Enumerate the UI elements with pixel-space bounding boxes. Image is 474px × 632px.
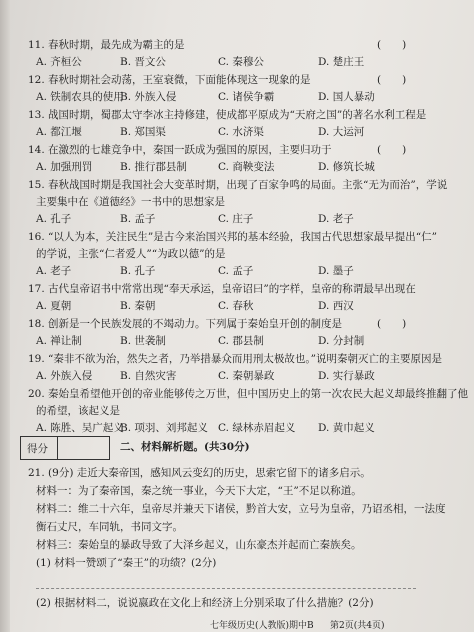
question-stem-cont: 的学说，主张“仁者爱人”“为政以德”的是 xyxy=(36,248,226,260)
question-stem: 13. 战国时期，蜀郡太守李冰主持修建，使成都平原成为“天府之国”的著名水利工程是 xyxy=(28,109,427,121)
answer-option[interactable]: B. 孔子 xyxy=(120,265,156,277)
score-box xyxy=(20,436,110,460)
answer-option[interactable]: C. 诸侯争霸 xyxy=(218,91,275,103)
question-stem: 18. 创新是一个民族发展的不竭动力。下列属于秦始皇开创的制度是 xyxy=(28,318,343,330)
answer-option[interactable]: B. 晋文公 xyxy=(120,56,166,68)
answer-option[interactable]: B. 项羽、刘邦起义 xyxy=(120,422,208,434)
answer-option[interactable]: A. 加强刑罚 xyxy=(36,161,93,173)
answer-option[interactable]: A. 外族入侵 xyxy=(36,370,93,382)
question-stem: 11. 春秋时期，最先成为霸主的是 xyxy=(28,39,185,51)
section2-title: 二、材料解析题。(共30分) xyxy=(120,441,250,453)
question-stem: 17. 古代皇帝诏书中常常出现“奉天承运，皇帝诏曰”的字样，皇帝的称谓最早出现在 xyxy=(28,283,416,295)
answer-option[interactable]: D. 国人暴动 xyxy=(318,91,375,103)
answer-option[interactable]: D. 西汉 xyxy=(318,300,354,312)
binding-edge xyxy=(0,0,10,632)
q21-material1: 材料一：为了秦帝国，秦之统一事业，今天下大定，“王”不足以称道。 xyxy=(36,485,362,497)
answer-option[interactable]: A. 孔子 xyxy=(36,213,72,225)
answer-line[interactable] xyxy=(36,588,416,589)
answer-option[interactable]: B. 自然灾害 xyxy=(120,370,177,382)
q21-material3: 材料三：秦始皇的暴政导致了大泽乡起义，山东豪杰并起而亡秦族矣。 xyxy=(36,539,362,551)
question-stem: 20. 秦始皇希望他开创的帝业能够传之万世，但中国历史上的第一次农民大起义却最终推翻了他 xyxy=(28,388,469,400)
answer-option[interactable]: B. 外族入侵 xyxy=(120,91,177,103)
q21-intro: 21. (9分) 走近大秦帝国，感知风云变幻的历史，思索它留下的诸多启示。 xyxy=(28,467,371,479)
answer-option[interactable]: A. 齐桓公 xyxy=(36,56,82,68)
answer-option[interactable]: C. 秦穆公 xyxy=(218,56,264,68)
answer-option[interactable]: D. 修筑长城 xyxy=(318,161,375,173)
answer-option[interactable]: A. 都江堰 xyxy=(36,126,82,138)
answer-option[interactable]: B. 秦朝 xyxy=(120,300,156,312)
answer-option[interactable]: C. 郡县制 xyxy=(218,335,264,347)
answer-option[interactable]: C. 秦朝暴政 xyxy=(218,370,275,382)
answer-option[interactable]: B. 孟子 xyxy=(120,213,156,225)
answer-option[interactable]: C. 水济渠 xyxy=(218,126,264,138)
answer-bracket[interactable]: ( ) xyxy=(377,144,407,156)
answer-bracket[interactable]: ( ) xyxy=(377,39,407,51)
answer-option[interactable]: C. 绿林赤眉起义 xyxy=(218,422,296,434)
q21-sub2: (2) 根据材料二，说说嬴政在文化上和经济上分别采取了什么措施？(2分) xyxy=(36,597,374,609)
footer-page: 第2页(共4页) xyxy=(330,621,385,631)
question-stem: 15. 春秋战国时期是我国社会大变革时期，出现了百家争鸣的局面。主张“无为而治”，学说 xyxy=(28,179,448,191)
answer-option[interactable]: D. 墨子 xyxy=(318,265,354,277)
answer-option[interactable]: A. 禅让制 xyxy=(36,335,82,347)
answer-option[interactable]: D. 大运河 xyxy=(318,126,365,138)
q21-sub1: (1) 材料一赞颂了“秦王”的功绩？(2分) xyxy=(36,557,217,569)
question-stem: 14. 在激烈的七雄竞争中，秦国一跃成为强国的原因，主要归功于 xyxy=(28,144,332,156)
question-stem: 12. 春秋时期社会动荡，王室衰微，下面能体现这一现象的是 xyxy=(28,74,311,86)
answer-option[interactable]: D. 分封制 xyxy=(318,335,365,347)
answer-option[interactable]: A. 老子 xyxy=(36,265,72,277)
footer-course: 七年级历史(人教版)期中B xyxy=(210,621,314,631)
answer-option[interactable]: D. 实行暴政 xyxy=(318,370,375,382)
answer-option[interactable]: B. 推行郡县制 xyxy=(120,161,187,173)
answer-option[interactable]: A. 铁制农具的使用 xyxy=(36,91,124,103)
question-stem-cont: 的希望，该起义是 xyxy=(36,405,120,417)
answer-option[interactable]: C. 孟子 xyxy=(218,265,254,277)
answer-option[interactable]: C. 商鞅变法 xyxy=(218,161,275,173)
answer-option[interactable]: C. 春秋 xyxy=(218,300,254,312)
question-stem-cont: 主要集中在《道德经》一书中的思想家是 xyxy=(36,196,225,208)
answer-option[interactable]: A. 夏朝 xyxy=(36,300,72,312)
answer-bracket[interactable]: ( ) xyxy=(377,318,407,330)
q21-material2-cont: 衡石丈尺，车同轨，书同文字。 xyxy=(36,521,183,533)
score-box-divider xyxy=(57,437,58,459)
q21-material2: 材料二：维二十六年，皇帝尽并兼天下诸侯，黔首大安，立号为皇帝，乃诏丞相，一法度 xyxy=(36,503,446,515)
question-stem: 16. “以人为本，关注民生”是古今来治国兴邦的基本经验，我国古代思想家最早提出“仁” xyxy=(28,231,438,243)
score-label: 得分 xyxy=(27,443,48,455)
answer-option[interactable]: B. 世袭制 xyxy=(120,335,166,347)
answer-option[interactable]: C. 庄子 xyxy=(218,213,254,225)
question-stem: 19. “秦非不欲为治，然失之者，乃举措暴众而用刑太极故也。”说明秦朝灭亡的主要原因是 xyxy=(28,353,443,365)
answer-option[interactable]: A. 陈胜、吴广起义 xyxy=(36,422,124,434)
answer-option[interactable]: D. 楚庄王 xyxy=(318,56,365,68)
answer-bracket[interactable]: ( ) xyxy=(377,74,407,86)
answer-option[interactable]: B. 郑国渠 xyxy=(120,126,166,138)
answer-option[interactable]: D. 老子 xyxy=(318,213,354,225)
answer-option[interactable]: D. 黄巾起义 xyxy=(318,422,375,434)
